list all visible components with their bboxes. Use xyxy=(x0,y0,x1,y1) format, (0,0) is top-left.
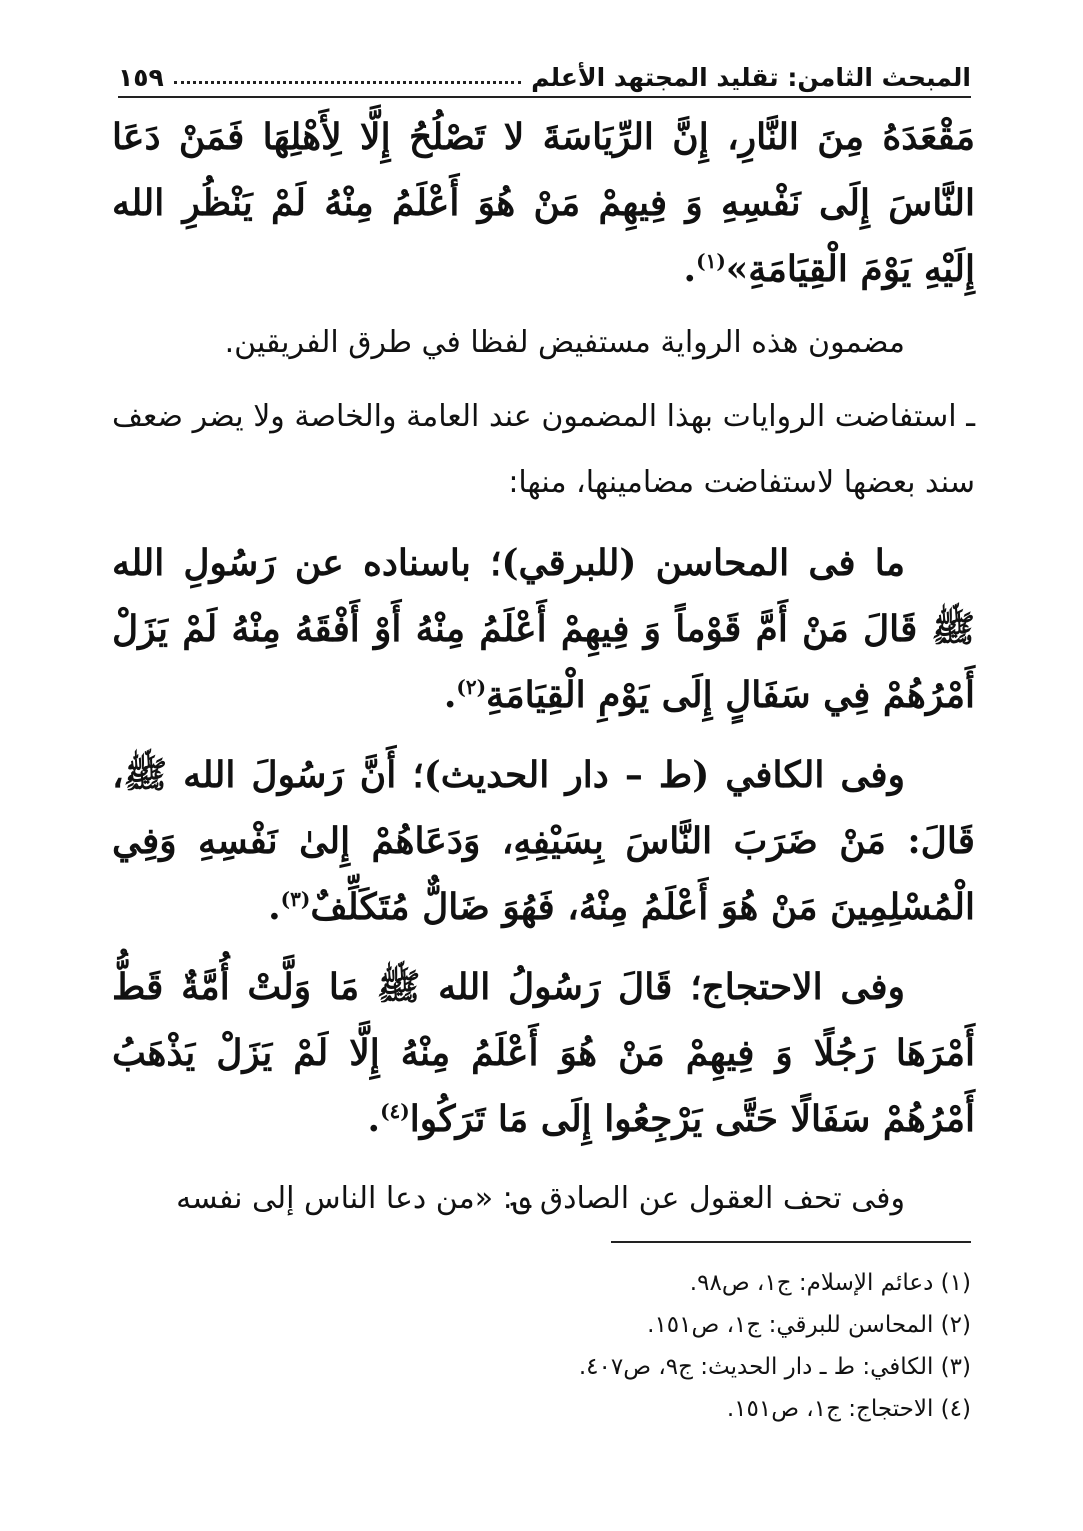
footnote-ref: (٢) xyxy=(456,675,487,699)
header-dot-leader xyxy=(174,80,521,84)
hadith-intro-paragraph xyxy=(112,1166,975,1232)
sentence-end: . xyxy=(367,1098,381,1140)
footnote-divider xyxy=(611,1241,971,1243)
footnote-item: (١) دعائم الإسلام: ج١، ص٩٨. xyxy=(689,1270,971,1296)
commentary-paragraph xyxy=(112,384,975,516)
paragraph-text: ـ استفاضت الروايات بهذا المضمون عند العامة والخاصة ولا يضر ضعف سند بعضها لاستفاضت مضامينها، منها: xyxy=(112,399,975,500)
paragraph-text: ما فى المحاسن (للبرقي)؛ باسناده عن رَسُولِ الله ﷺ قَالَ مَنْ أَمَّ قَوْماً وَ فِيهِمْ أَعْلَمُ مِنْهُ أَوْ أَفْقَهُ مِنْهُ لَمْ يَزَلْ أَمْرُهُمْ فِي سَفَالٍ إِلَى يَوْمِ الْقِيَامَةِ xyxy=(112,542,975,716)
paragraph-text: مضمون هذه الرواية مستفيض لفظا في طرق الفريقين. xyxy=(224,325,905,360)
page-number: ١٥٩ xyxy=(118,63,164,92)
footnote-ref: (٣) xyxy=(280,887,311,911)
paragraph-text: وفى الاحتجاج؛ قَالَ رَسُولُ الله ﷺ مَا وَلَّتْ أُمَّةٌ قَطُّ أَمْرَهَا رَجُلًا وَ فِيهِمْ مَنْ هُوَ أَعْلَمُ مِنْهُ إِلَّا لَمْ يَزَلْ يَذْهَبُ أَمْرُهُمْ سَفَالًا حَتَّى يَرْجِعُوا إِلَى مَا تَرَكُوا xyxy=(112,966,976,1140)
chapter-title: المبحث الثامن: تقليد المجتهد الأعلم xyxy=(531,63,971,92)
page-body xyxy=(112,104,975,1232)
sentence-end: . xyxy=(268,886,281,928)
paragraph-text: مَقْعَدَهُ مِنَ النَّارِ، إِنَّ الرِّيَاسَةَ لا تَصْلُحُ إِلَّا لِأَهْلِهَا فَمَنْ دَعَا النَّاسَ إِلَى نَفْسِهِ وَ فِيهِمْ مَنْ هُوَ أَعْلَمُ مِنْهُ لَمْ يَنْظُرِ الله إِلَيْهِ يَوْمَ الْقِيَامَةِ» xyxy=(112,116,975,290)
footnote-ref: (٤) xyxy=(380,1099,410,1123)
footnote-item: (٣) الكافي: ط ـ دار الحديث: ج٩، ص٤٠٧. xyxy=(578,1354,971,1380)
paragraph-text: وفى تحف العقول عن الصادق ؈: «من دعا الناس إلى نفسه xyxy=(176,1181,905,1216)
commentary-paragraph xyxy=(112,310,975,376)
footnote-ref: (١) xyxy=(696,249,726,273)
sentence-end: . xyxy=(683,248,697,290)
footnotes xyxy=(112,1262,971,1430)
hadith-paragraph xyxy=(112,742,975,940)
footnote-item: (٤) الاحتجاج: ج١، ص١٥١. xyxy=(726,1396,971,1422)
running-header xyxy=(118,52,971,98)
hadith-paragraph xyxy=(112,954,975,1152)
hadith-continuation xyxy=(112,104,975,302)
sentence-end: . xyxy=(443,674,457,716)
hadith-paragraph xyxy=(112,530,975,728)
paragraph-text: وفى الكافي (ط – دار الحديث)؛ أَنَّ رَسُولَ الله ﷺ، قَالَ: مَنْ ضَرَبَ النَّاسَ بِسَيْفِهِ، وَدَعَاهُمْ إِلىٰ نَفْسِهِ وَفِي الْمُسْلِمِينَ مَنْ هُوَ أَعْلَمُ مِنْهُ، فَهُوَ ضَالٌّ مُتَكَلِّفٌ xyxy=(112,754,975,928)
footnote-item: (٢) المحاسن للبرقي: ج١، ص١٥١. xyxy=(647,1312,971,1338)
